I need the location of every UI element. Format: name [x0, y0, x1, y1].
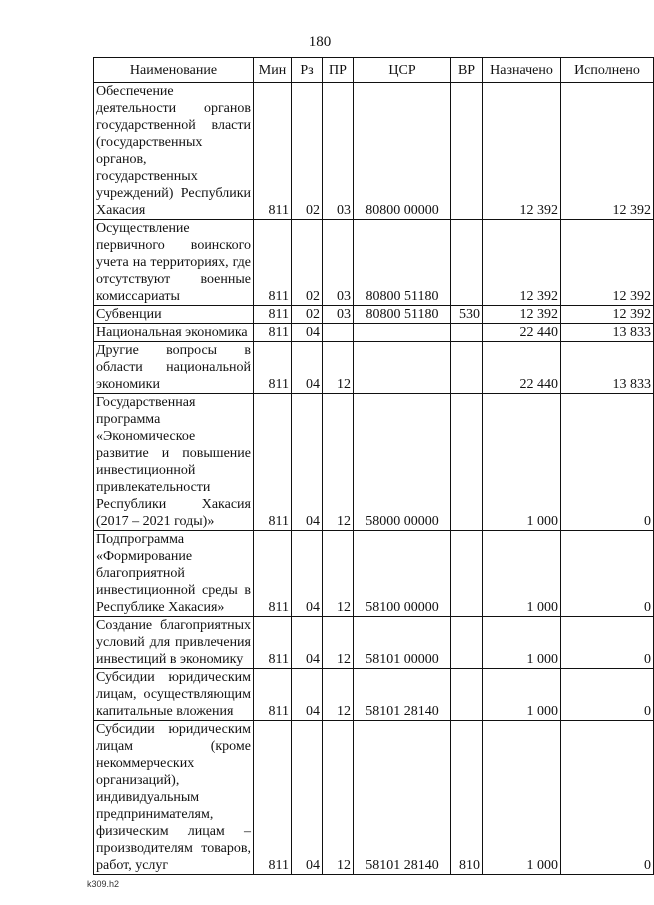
row-vr — [451, 220, 483, 306]
row-pr: 03 — [323, 83, 354, 220]
row-assigned: 1 000 — [483, 617, 561, 669]
row-pr: 03 — [323, 220, 354, 306]
row-vr — [451, 617, 483, 669]
row-rz: 04 — [292, 342, 323, 394]
page-number: 180 — [308, 34, 332, 50]
row-pr: 12 — [323, 617, 354, 669]
row-rz: 04 — [292, 394, 323, 531]
row-pr: 03 — [323, 306, 354, 324]
table-row — [94, 324, 654, 342]
table-row — [94, 220, 654, 306]
row-rz: 04 — [292, 617, 323, 669]
budget-table — [93, 57, 654, 875]
table-body — [94, 83, 654, 875]
row-min: 811 — [254, 342, 292, 394]
row-assigned: 1 000 — [483, 531, 561, 617]
table-row — [94, 721, 654, 875]
row-assigned: 1 000 — [483, 669, 561, 721]
table-row — [94, 342, 654, 394]
row-executed: 12 392 — [561, 220, 654, 306]
row-assigned: 12 392 — [483, 83, 561, 220]
row-executed: 0 — [561, 394, 654, 531]
row-rz: 02 — [292, 83, 323, 220]
row-min: 811 — [254, 220, 292, 306]
row-csr: 80800 00000 — [354, 83, 451, 220]
table-row — [94, 83, 654, 220]
row-name: Другие вопросы в области национальной экономики — [94, 342, 254, 394]
row-rz: 02 — [292, 306, 323, 324]
column-header: Мин — [254, 58, 292, 83]
row-name: Субвенции — [94, 306, 254, 324]
row-csr: 58101 28140 — [354, 721, 451, 875]
row-assigned: 1 000 — [483, 394, 561, 531]
column-header: ВР — [451, 58, 483, 83]
row-executed: 0 — [561, 531, 654, 617]
row-rz: 02 — [292, 220, 323, 306]
row-assigned: 22 440 — [483, 342, 561, 394]
table-row — [94, 306, 654, 324]
row-vr — [451, 324, 483, 342]
column-header: ЦСР — [354, 58, 451, 83]
row-min: 811 — [254, 531, 292, 617]
row-executed: 12 392 — [561, 306, 654, 324]
table-row — [94, 617, 654, 669]
row-vr: 530 — [451, 306, 483, 324]
row-assigned: 12 392 — [483, 220, 561, 306]
column-header: Рз — [292, 58, 323, 83]
column-header: ПР — [323, 58, 354, 83]
row-name: Национальная экономика — [94, 324, 254, 342]
row-min: 811 — [254, 324, 292, 342]
row-assigned: 1 000 — [483, 721, 561, 875]
table-row — [94, 531, 654, 617]
column-header: Наименование — [94, 58, 254, 83]
row-min: 811 — [254, 83, 292, 220]
row-name: Субсидии юридическим лицам, осуществляющим капитальные вложения — [94, 669, 254, 721]
row-csr: 58100 00000 — [354, 531, 451, 617]
row-vr — [451, 83, 483, 220]
row-min: 811 — [254, 394, 292, 531]
row-csr: 58101 28140 — [354, 669, 451, 721]
row-executed: 12 392 — [561, 83, 654, 220]
row-csr — [354, 342, 451, 394]
footer-code: k309.h2 — [87, 879, 120, 889]
row-pr: 12 — [323, 394, 354, 531]
row-csr — [354, 324, 451, 342]
column-header: Назначено — [483, 58, 561, 83]
row-csr: 80800 51180 — [354, 306, 451, 324]
row-name: Обеспечение деятельности органов государственной власти (государственных органов, государственных учреждений) Республики Хакасия — [94, 83, 254, 220]
table-row — [94, 669, 654, 721]
row-csr: 58000 00000 — [354, 394, 451, 531]
row-rz: 04 — [292, 721, 323, 875]
row-min: 811 — [254, 617, 292, 669]
row-rz: 04 — [292, 669, 323, 721]
row-assigned: 12 392 — [483, 306, 561, 324]
row-executed: 0 — [561, 617, 654, 669]
row-name: Создание благоприятных условий для привлечения инвестиций в экономику — [94, 617, 254, 669]
row-csr: 80800 51180 — [354, 220, 451, 306]
row-assigned: 22 440 — [483, 324, 561, 342]
row-pr: 12 — [323, 342, 354, 394]
row-executed: 0 — [561, 669, 654, 721]
row-rz: 04 — [292, 531, 323, 617]
row-pr — [323, 324, 354, 342]
row-vr — [451, 342, 483, 394]
row-vr — [451, 669, 483, 721]
row-executed: 0 — [561, 721, 654, 875]
row-executed: 13 833 — [561, 342, 654, 394]
row-pr: 12 — [323, 531, 354, 617]
column-header: Исполнено — [561, 58, 654, 83]
row-csr: 58101 00000 — [354, 617, 451, 669]
table-row — [94, 394, 654, 531]
row-min: 811 — [254, 669, 292, 721]
header-row — [94, 58, 654, 83]
row-vr — [451, 531, 483, 617]
row-vr: 810 — [451, 721, 483, 875]
row-vr — [451, 394, 483, 531]
row-rz: 04 — [292, 324, 323, 342]
row-pr: 12 — [323, 669, 354, 721]
row-min: 811 — [254, 306, 292, 324]
row-name: Субсидии юридическим лицам (кроме некоммерческих организаций), индивидуальным предпринимателям, физическим лицам – производителям товаров, работ, услуг — [94, 721, 254, 875]
row-min: 811 — [254, 721, 292, 875]
row-name: Государственная программа «Экономическое развитие и повышение инвестиционной привлекательности Республики Хакасия (2017 – 2021 годы)» — [94, 394, 254, 531]
row-pr: 12 — [323, 721, 354, 875]
row-executed: 13 833 — [561, 324, 654, 342]
row-name: Осуществление первичного воинского учета на территориях, где отсутствуют военные комиссариаты — [94, 220, 254, 306]
row-name: Подпрограмма «Формирование благоприятной инвестиционной среды в Республике Хакасия» — [94, 531, 254, 617]
